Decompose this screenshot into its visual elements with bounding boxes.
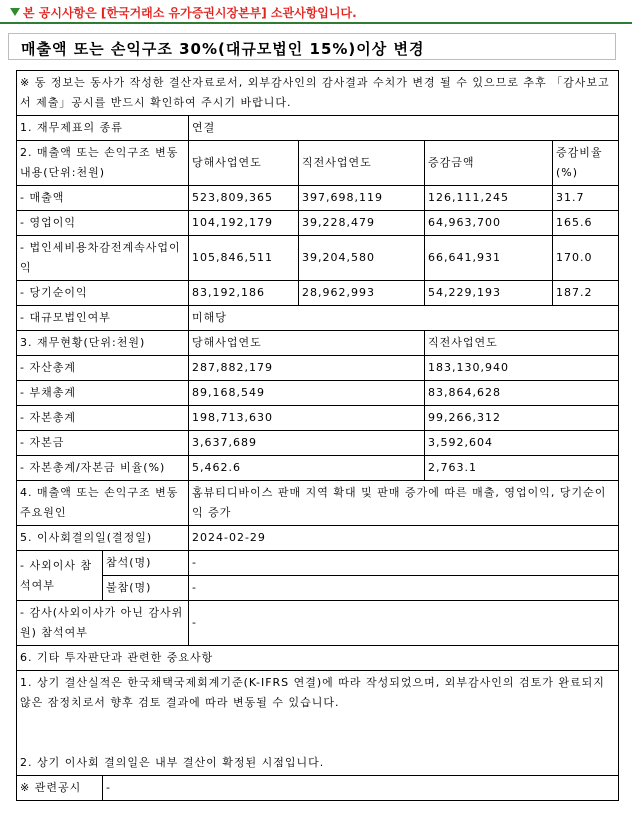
table-row <box>17 381 619 406</box>
prior-value: 2,763.1 <box>425 456 619 481</box>
other-notes-row <box>17 671 619 776</box>
ratio-value: 165.6 <box>553 211 619 236</box>
prior-value: 3,592,604 <box>425 431 619 456</box>
row-label: - 자본총계/자본금 비율(%) <box>17 456 189 481</box>
row-label: - 부채총계 <box>17 381 189 406</box>
table-row <box>17 431 619 456</box>
current-value: 105,846,511 <box>189 236 299 281</box>
current-value: 3,637,689 <box>189 431 425 456</box>
prior-value: 99,266,312 <box>425 406 619 431</box>
table-row <box>17 406 619 431</box>
reason-value: 홈뷰티디바이스 판매 지역 확대 및 판매 증가에 따른 매출, 영업이익, 당기순이익 증가 <box>189 481 619 526</box>
related-value: - <box>103 776 619 801</box>
arrow-down-icon <box>10 8 20 16</box>
auditor-label: - 감사(사외이사가 아닌 감사위원) 참석여부 <box>17 601 189 646</box>
board-date-label: 5. 이사회결의일(결정일) <box>17 526 189 551</box>
board-date-row <box>17 526 619 551</box>
current-value: 104,192,179 <box>189 211 299 236</box>
row-label: - 매출액 <box>17 186 189 211</box>
table-row <box>17 236 619 281</box>
financial-col-current: 당해사업연도 <box>189 331 425 356</box>
other-header-row <box>17 646 619 671</box>
header-rule <box>0 22 632 24</box>
prior-value: 83,864,628 <box>425 381 619 406</box>
sales-header-row <box>17 141 619 186</box>
ratio-value: 187.2 <box>553 281 619 306</box>
row-label: - 자산총계 <box>17 356 189 381</box>
reason-row <box>17 481 619 526</box>
prior-value: 39,204,580 <box>299 236 425 281</box>
row-label: - 자본금 <box>17 431 189 456</box>
prior-value: 39,228,479 <box>299 211 425 236</box>
related-label: ※ 관련공시 <box>17 776 103 801</box>
auditor-value: - <box>189 601 619 646</box>
current-value: 5,462.6 <box>189 456 425 481</box>
table-row <box>17 211 619 236</box>
notice-text: 본 공시사항은 [한국거래소 유가증권시장본부] 소관사항입니다. <box>23 6 357 20</box>
sales-section-label: 2. 매출액 또는 손익구조 변동내용(단위:천원) <box>17 141 189 186</box>
intro-note: ※ 동 정보는 동사가 작성한 결산자료로서, 외부감사인의 감사결과 수치가 변경 될 수 있으므로 추후 「감사보고서 제출」공시를 반드시 확인하여 주시기 바랍니다. <box>17 71 619 116</box>
table-row <box>17 186 619 211</box>
prior-value: 397,698,119 <box>299 186 425 211</box>
financial-section-label: 3. 재무현황(단위:천원) <box>17 331 189 356</box>
related-row <box>17 776 619 801</box>
notes-spacer <box>20 713 615 753</box>
sales-col-ratio: 증감비율(%) <box>553 141 619 186</box>
present-label: 참석(명) <box>103 551 189 576</box>
other-note-1: 1. 상기 결산실적은 한국채택국제회계기준(K-IFRS 연결)에 따라 작성되었으며, 외부감사인의 검토가 완료되지 않은 잠정치로서 향후 검토 결과에 따라 변동될 수 있습니다. <box>20 676 605 709</box>
large-corp-row <box>17 306 619 331</box>
change-value: 126,111,245 <box>425 186 553 211</box>
financial-col-prior: 직전사업연도 <box>425 331 619 356</box>
page-title: 매출액 또는 손익구조 30%(대규모법인 15%)이상 변경 <box>21 40 425 58</box>
current-value: 287,882,179 <box>189 356 425 381</box>
intro-row <box>17 71 619 116</box>
row-label: - 자본총계 <box>17 406 189 431</box>
disclosure-table <box>16 70 619 801</box>
large-corp-value: 미해당 <box>189 306 619 331</box>
notice-banner <box>10 4 357 21</box>
present-value: - <box>189 551 619 576</box>
ratio-value: 170.0 <box>553 236 619 281</box>
fs-type-value: 연결 <box>189 116 619 141</box>
absent-label: 불참(명) <box>103 576 189 601</box>
row-label: - 당기순이익 <box>17 281 189 306</box>
current-value: 83,192,186 <box>189 281 299 306</box>
fs-type-row <box>17 116 619 141</box>
title-box <box>8 33 616 60</box>
table-row <box>17 356 619 381</box>
fs-type-label: 1. 재무제표의 종류 <box>17 116 189 141</box>
current-value: 89,168,549 <box>189 381 425 406</box>
other-note-2: 2. 상기 이사회 결의일은 내부 결산이 확정된 시점입니다. <box>20 756 325 769</box>
other-notes <box>17 671 619 776</box>
table-row <box>17 456 619 481</box>
outside-directors-row <box>17 551 619 576</box>
current-value: 523,809,365 <box>189 186 299 211</box>
outside-directors-absent-row <box>17 576 619 601</box>
absent-value: - <box>189 576 619 601</box>
row-label: - 영업이익 <box>17 211 189 236</box>
other-label: 6. 기타 투자판단과 관련한 중요사항 <box>17 646 619 671</box>
reason-label: 4. 매출액 또는 손익구조 변동 주요원인 <box>17 481 189 526</box>
sales-col-change: 증감금액 <box>425 141 553 186</box>
row-label: - 법인세비용차감전계속사업이익 <box>17 236 189 281</box>
sales-col-prior: 직전사업연도 <box>299 141 425 186</box>
prior-value: 28,962,993 <box>299 281 425 306</box>
financial-header-row <box>17 331 619 356</box>
table-row <box>17 281 619 306</box>
change-value: 54,229,193 <box>425 281 553 306</box>
large-corp-label: - 대규모법인여부 <box>17 306 189 331</box>
auditor-row <box>17 601 619 646</box>
change-value: 66,641,931 <box>425 236 553 281</box>
outside-directors-label: - 사외이사 참석여부 <box>17 551 103 601</box>
current-value: 198,713,630 <box>189 406 425 431</box>
sales-col-current: 당해사업연도 <box>189 141 299 186</box>
board-date-value: 2024-02-29 <box>189 526 619 551</box>
ratio-value: 31.7 <box>553 186 619 211</box>
change-value: 64,963,700 <box>425 211 553 236</box>
prior-value: 183,130,940 <box>425 356 619 381</box>
